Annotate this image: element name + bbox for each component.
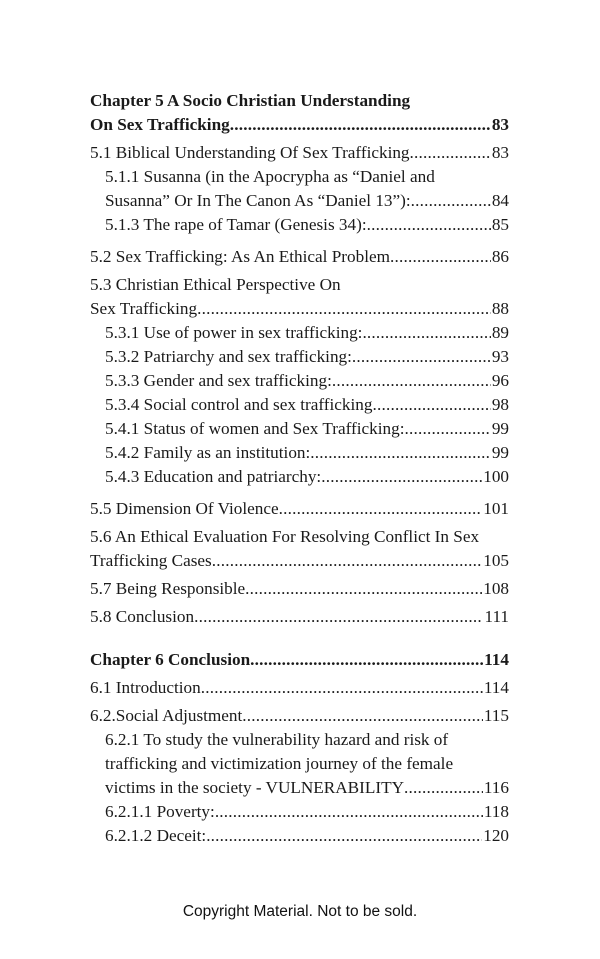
toc-entry-chapter-6[interactable]	[90, 648, 509, 672]
toc-entry-label: Chapter 6 Conclusion	[90, 650, 251, 669]
toc-page-number: 114	[483, 676, 509, 700]
toc-entry-label: 5.1.3 The rape of Tamar (Genesis 34):	[105, 215, 367, 234]
dot-leader	[352, 345, 491, 369]
dot-leader	[206, 824, 482, 848]
toc-entry-6-2-1-1[interactable]	[90, 800, 509, 824]
toc-entry-label: victims in the society - VULNERABILITY	[105, 778, 404, 797]
dot-leader	[201, 676, 483, 700]
toc-entry-label: 6.2.Social Adjustment	[90, 706, 243, 725]
toc-entry-label: 5.3.4 Social control and sex trafficking	[105, 395, 373, 414]
toc-entry-6-2-1-2[interactable]	[90, 824, 509, 848]
toc-page-number: 99	[491, 417, 509, 441]
toc-entry-5-3-3[interactable]	[90, 369, 509, 393]
toc-entry-5-6-line1: 5.6 An Ethical Evaluation For Resolving Conflict In Sex	[90, 527, 480, 546]
toc-entry-5-1[interactable]	[90, 141, 509, 165]
dot-leader	[250, 648, 483, 672]
toc-page-number: 84	[491, 189, 509, 213]
toc-entry-label: Sex Trafficking	[90, 299, 198, 318]
toc-entry-label: 5.4.3 Education and patriarchy:	[105, 467, 322, 486]
dot-leader	[194, 605, 483, 629]
toc-entry-label: 5.8 Conclusion	[90, 607, 195, 626]
copyright-notice: Copyright Material. Not to be sold.	[182, 903, 418, 920]
toc-entry-5-2[interactable]	[90, 245, 509, 269]
toc-page-number: 120	[482, 824, 509, 848]
dot-leader	[362, 321, 490, 345]
dot-leader	[405, 417, 491, 441]
toc-entry-5-4-1[interactable]	[90, 417, 509, 441]
toc-entry-label: 5.3.1 Use of power in sex trafficking:	[105, 323, 363, 342]
toc-page-number: 99	[491, 441, 509, 465]
toc-entry-6-1[interactable]	[90, 676, 509, 700]
dot-leader	[411, 189, 491, 213]
toc-entry-5-3-line1: 5.3 Christian Ethical Perspective On	[90, 275, 341, 294]
toc-page-number: 93	[491, 345, 509, 369]
toc-page-number: 108	[482, 577, 509, 601]
toc-entry-label: Susanna” Or In The Canon As “Daniel 13”):	[105, 191, 411, 210]
toc-entry-5-8[interactable]	[90, 605, 509, 629]
toc-entry-5-7[interactable]	[90, 577, 509, 601]
toc-entry-5-5[interactable]	[90, 497, 509, 521]
toc-entry-5-3[interactable]	[90, 297, 509, 321]
toc-entry-label: 5.1 Biblical Understanding Of Sex Trafficking	[90, 143, 410, 162]
toc-entry-5-3-4[interactable]	[90, 393, 509, 417]
toc-page-number: 83	[491, 141, 509, 165]
toc-entry-5-6[interactable]	[90, 549, 509, 573]
toc-chapter-5-title: Chapter 5 A Socio Christian Understanding	[90, 91, 411, 110]
toc-page-number: 100	[482, 465, 509, 489]
toc-entry-5-3-1[interactable]	[90, 321, 509, 345]
toc-page-number: 101	[482, 497, 509, 521]
dot-leader	[212, 549, 482, 573]
toc-entry-label: 6.2.1.1 Poverty:	[105, 802, 215, 821]
toc-entry-5-1-3[interactable]	[90, 213, 509, 237]
toc-page-number: 98	[491, 393, 509, 417]
toc-entry-label: Trafficking Cases	[90, 551, 212, 570]
dot-leader	[245, 577, 482, 601]
toc-entry-5-4-3[interactable]	[90, 465, 509, 489]
toc-entry-label: On Sex Trafficking	[90, 115, 230, 134]
toc-page-number: 85	[491, 213, 509, 237]
toc-entry-6-2-1-line2: trafficking and victimization journey of the female	[105, 754, 454, 773]
toc-entry-5-4-2[interactable]	[90, 441, 509, 465]
toc-entry-6-2-1-line1: 6.2.1 To study the vulnerability hazard and risk of	[105, 730, 449, 749]
toc-entry-label: 5.4.1 Status of women and Sex Trafficking:	[105, 419, 405, 438]
toc-entry-label: 5.3.3 Gender and sex trafficking:	[105, 371, 332, 390]
dot-leader	[279, 497, 483, 521]
toc-entry-5-3-2[interactable]	[90, 345, 509, 369]
toc-entry-5-1-1[interactable]	[90, 189, 509, 213]
toc-page-number: 86	[491, 245, 509, 269]
toc-entry-label: 5.5 Dimension Of Violence	[90, 499, 279, 518]
toc-entry-5-1-1-line1: 5.1.1 Susanna (in the Apocrypha as “Daniel and	[105, 167, 435, 186]
dot-leader	[310, 441, 491, 465]
toc-page-number: 89	[491, 321, 509, 345]
dot-leader	[215, 800, 483, 824]
dot-leader	[242, 704, 483, 728]
table-of-contents	[90, 89, 509, 848]
toc-page-number: 118	[483, 800, 509, 824]
toc-entry-label: 5.4.2 Family as an institution:	[105, 443, 311, 462]
toc-entry-label: 6.2.1.2 Deceit:	[105, 826, 207, 845]
dot-leader	[390, 245, 491, 269]
toc-page-number: 88	[491, 297, 509, 321]
toc-entry-label: 5.7 Being Responsible	[90, 579, 246, 598]
toc-entry-label: 5.2 Sex Trafficking: As An Ethical Problem	[90, 247, 390, 266]
dot-leader	[404, 776, 483, 800]
dot-leader	[332, 369, 491, 393]
toc-entry-label: 5.3.2 Patriarchy and sex trafficking:	[105, 347, 352, 366]
toc-entry-6-2[interactable]	[90, 704, 509, 728]
toc-entry-chapter-5[interactable]	[90, 113, 509, 137]
dot-leader	[410, 141, 491, 165]
dot-leader	[197, 297, 491, 321]
toc-page-number: 116	[483, 776, 509, 800]
toc-page-number: 105	[482, 549, 509, 573]
toc-entry-6-2-1[interactable]	[90, 776, 509, 800]
dot-leader	[230, 113, 491, 137]
dot-leader	[321, 465, 482, 489]
dot-leader	[367, 213, 491, 237]
toc-page-number: 115	[483, 704, 509, 728]
toc-page-number: 111	[483, 605, 509, 629]
toc-page-number: 114	[483, 648, 509, 672]
dot-leader	[372, 393, 490, 417]
toc-page-number: 96	[491, 369, 509, 393]
toc-entry-label: 6.1 Introduction	[90, 678, 201, 697]
toc-page-number: 83	[491, 113, 509, 137]
